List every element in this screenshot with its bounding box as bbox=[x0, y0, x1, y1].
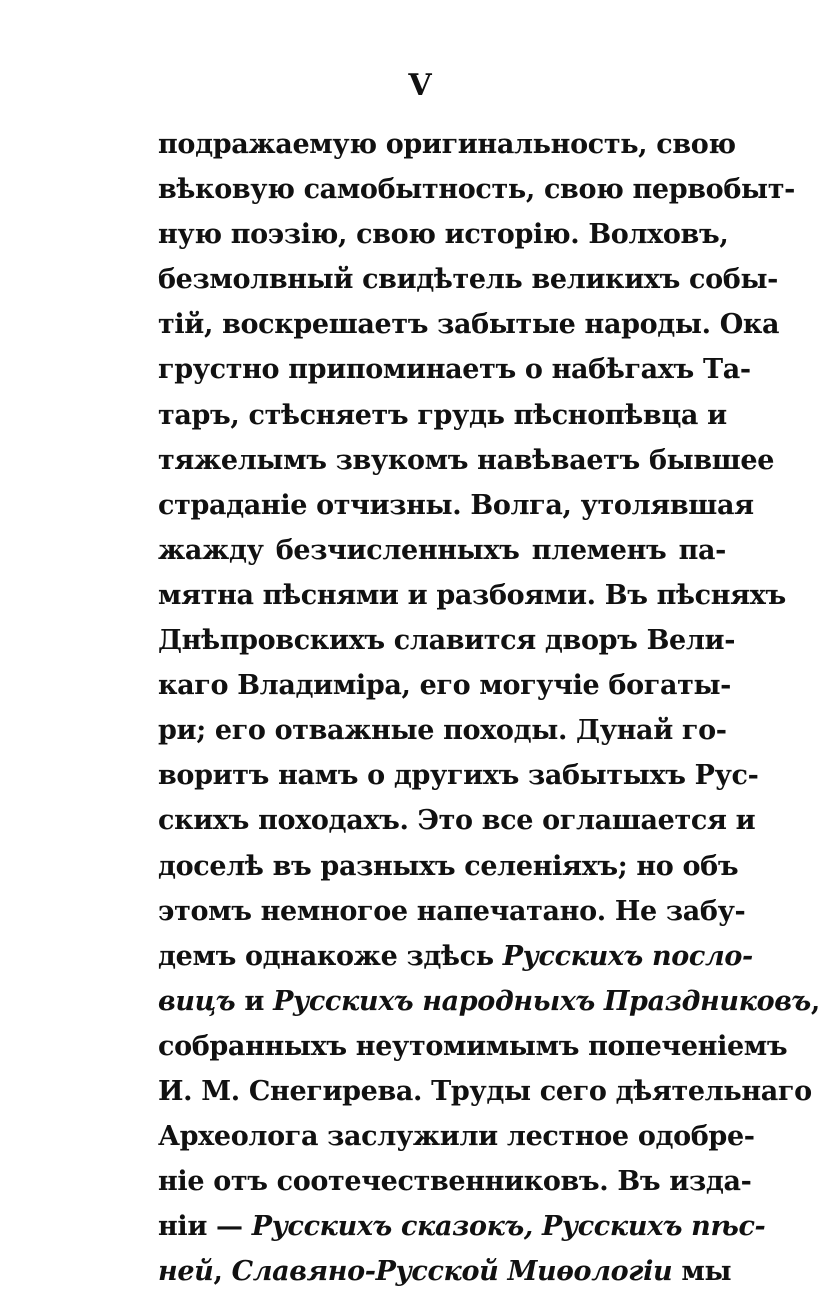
text-line: таръ, стѣсняетъ грудь пѣснопѣвца и bbox=[158, 399, 727, 431]
italic-segment: Русскихъ посло- bbox=[502, 940, 753, 972]
text-line: ри; его отважные походы. Дунай го- bbox=[158, 715, 727, 747]
text-segment: и bbox=[235, 985, 274, 1017]
text-line: Археолога заслужили лестное одобре- bbox=[158, 1121, 755, 1153]
text-line: вѣковую самобытность, свою первобыт- bbox=[158, 174, 795, 206]
text-line: грустно припоминаетъ о набѣгахъ Та- bbox=[158, 354, 751, 386]
italic-segment: Славяно-Русской Миѳологіи bbox=[231, 1256, 673, 1288]
text-line bbox=[158, 934, 753, 979]
text-segment: , bbox=[213, 1256, 232, 1288]
text-segment: ніи — bbox=[158, 1211, 252, 1243]
text-line bbox=[158, 1249, 732, 1294]
italic-segment: Русскихъ сказокъ, Русскихъ пѣс- bbox=[251, 1211, 766, 1243]
text-segment: , bbox=[810, 985, 820, 1017]
text-line: Днѣпровскихъ славится дворъ Вели- bbox=[158, 625, 736, 657]
italic-segment: вицъ bbox=[158, 985, 236, 1017]
text-line: тій, воскрешаетъ забытые народы. Ока bbox=[158, 309, 780, 341]
text-line: страданіе отчизны. Волга, утолявшая bbox=[158, 489, 754, 521]
text-segment: демъ однакожe здѣсь bbox=[158, 940, 503, 972]
text-line: жажду безчисленныхъ племенъ па- bbox=[158, 534, 726, 566]
text-line: доселѣ въ разныхъ селеніяхъ; но объ bbox=[158, 850, 739, 882]
italic-segment: ней bbox=[158, 1256, 214, 1288]
text-line: этомъ немногое напечатано. Не забу- bbox=[158, 895, 746, 927]
text-line bbox=[158, 1204, 766, 1249]
text-line: мятна пѣснями и разбоями. Въ пѣсняхъ bbox=[158, 579, 786, 611]
text-line: подражаемую оригинальность, свою bbox=[158, 129, 736, 160]
text-line: воритъ намъ о другихъ забытыхъ Рус- bbox=[158, 760, 759, 792]
text-line: скихъ походахъ. Это все оглашается и bbox=[158, 805, 756, 837]
text-line: ніе отъ соотечественниковъ. Въ изда- bbox=[158, 1166, 752, 1198]
page-number: V bbox=[408, 68, 432, 103]
text-line: тяжелымъ звукомъ навѣваетъ бывшее bbox=[158, 444, 775, 476]
text-line: ную поэзію, свою исторію. Волховъ, bbox=[158, 219, 729, 251]
body-text bbox=[158, 122, 820, 1294]
text-line: собранныхъ неутомимымъ попеченіемъ bbox=[158, 1030, 788, 1062]
text-segment: мы bbox=[672, 1256, 732, 1288]
text-line: безмолвный свидѣтель великихъ собы- bbox=[158, 264, 779, 296]
text-line bbox=[158, 979, 820, 1024]
text-line: каго Владиміра, его могучіе богаты- bbox=[158, 670, 732, 702]
text-line: И. М. Снегирева. Труды сего дѣятельнаго bbox=[158, 1075, 812, 1107]
italic-segment: Русскихъ народныхъ Праздниковъ bbox=[273, 985, 811, 1017]
